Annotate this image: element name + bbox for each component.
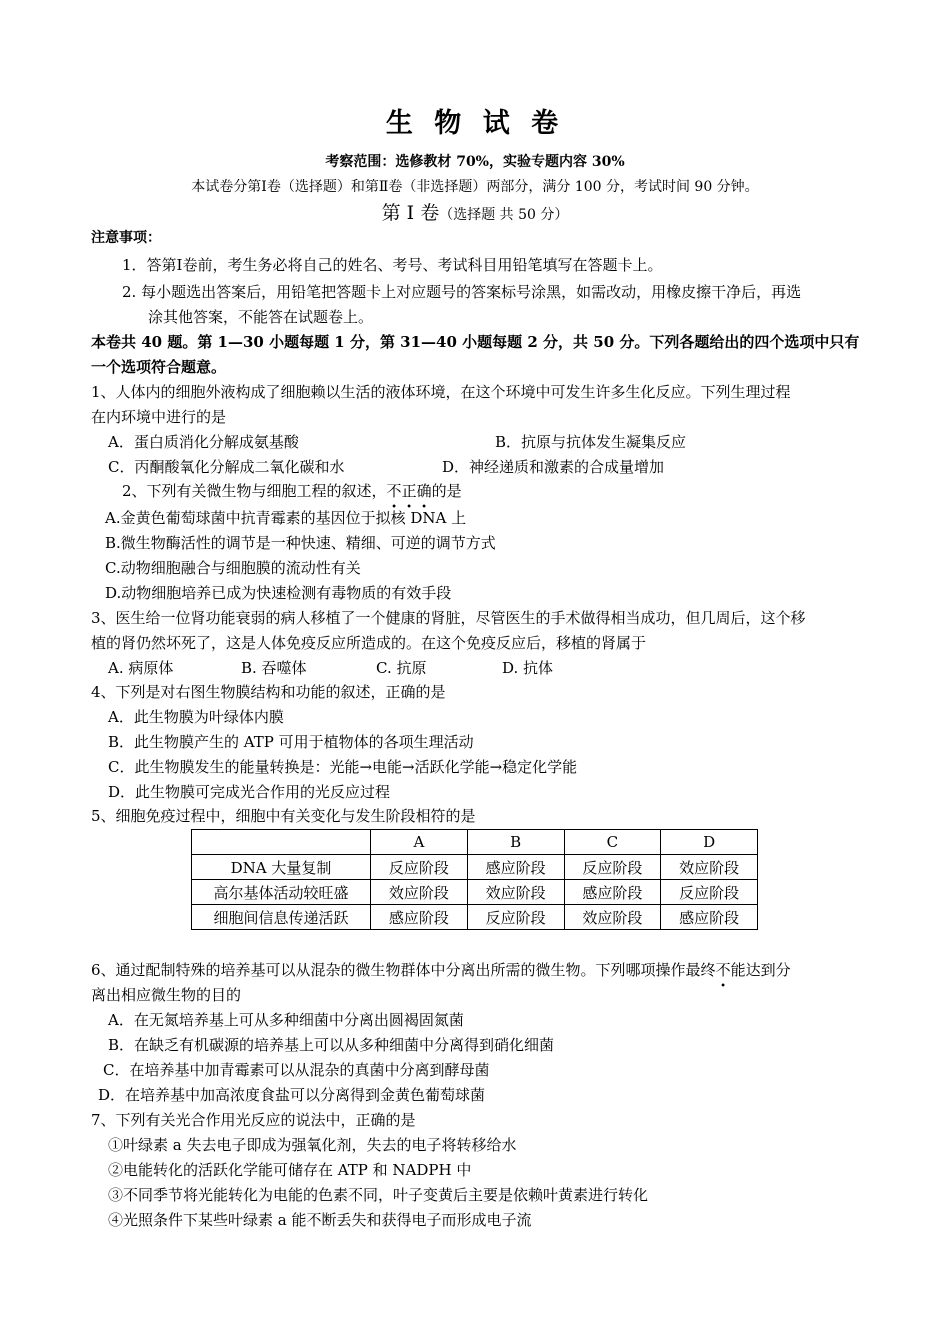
part-heading: [0, 201, 950, 227]
q1-stem-line-2: 在内环境中进行的是: [91, 408, 227, 426]
q6-option-d: D．在培养基中加高浓度食盐可以分离得到金黄色葡萄球菌: [98, 1086, 486, 1104]
q5-table-cell: 感应阶段: [564, 880, 661, 905]
q2-option-c: C.动物细胞融合与细胞膜的流动性有关: [105, 559, 361, 577]
notes-heading: 注意事项：: [91, 230, 161, 246]
q5-table-cell: 反应阶段: [467, 905, 564, 930]
q3-option-d: D. 抗体: [502, 659, 554, 677]
q3-option-c: C. 抗原: [376, 659, 427, 677]
q4-option-c: C．此生物膜发生的能量转换是：光能→电能→活跃化学能→稳定化学能: [108, 758, 578, 776]
q3-stem-line-1: 3、医生给一位肾功能衰弱的病人移植了一个健康的肾脏，尽管医生的手术做得相当成功，但几周后，这个移: [91, 609, 806, 627]
q2-emphasis-1: 不: [386, 482, 402, 500]
q2-stem: [122, 481, 462, 501]
q2-stem-post: 的是: [431, 482, 462, 500]
q5-table-cell: 反应阶段: [371, 855, 468, 880]
q5-table: [191, 829, 758, 930]
notes-item-2-line-2: 涂其他答案，不能答在试题卷上。: [148, 308, 374, 326]
q4-stem: 4、下列是对右图生物膜结构和功能的叙述，正确的是: [91, 683, 446, 701]
q1-option-d: D．神经递质和激素的合成量增加: [442, 458, 665, 476]
q7-statement-1: ①叶绿素 a 失去电子即成为强氧化剂，失去的电子将转移给水: [108, 1136, 517, 1154]
q5-table-row: [192, 880, 758, 905]
q2-emphasis-3: 确: [416, 482, 432, 500]
q1-option-c: C．丙酮酸氧化分解成二氧化碳和水: [108, 458, 345, 476]
notes-item-2-line-1: 2. 每小题选出答案后，用铅笔把答题卡上对应题号的答案标号涂黑，如需改动，用橡皮擦干净后，再选: [122, 283, 802, 301]
q4-option-d: D．此生物膜可完成光合作用的光反应过程: [108, 783, 391, 801]
q5-table-cell: 效应阶段: [467, 880, 564, 905]
q5-table-cell: 感应阶段: [661, 905, 758, 930]
q6-option-a: A．在无氮培养基上可从多种细菌中分离出圆褐固氮菌: [108, 1011, 464, 1029]
q5-table-cell: 反应阶段: [661, 880, 758, 905]
q2-option-a: A.金黄色葡萄球菌中抗青霉素的基因位于拟核 DNA 上: [105, 509, 467, 527]
q2-emphasis-2: 正: [401, 482, 417, 500]
q2-option-d: D.动物细胞培养已成为快速检测有毒物质的有效手段: [105, 584, 452, 602]
q5-table-cell: 感应阶段: [467, 855, 564, 880]
q5-table-cell: 效应阶段: [564, 905, 661, 930]
q6-stem-line-2: 离出相应微生物的目的: [91, 986, 242, 1004]
q7-statement-3: ③不同季节将光能转化为电能的色素不同，叶子变黄后主要是依赖叶黄素进行转化: [108, 1186, 649, 1204]
q5-table-cell: 感应阶段: [371, 905, 468, 930]
q5-table-cell: DNA 大量复制: [192, 855, 371, 880]
q5-table-header-cell: B: [467, 830, 564, 855]
part-main: 第 Ⅰ 卷: [381, 202, 440, 224]
q5-table-cell: 高尔基体活动较旺盛: [192, 880, 371, 905]
q1-stem-line-1: 1、人体内的细胞外液构成了细胞赖以生活的液体环境，在这个环境中可发生许多生化反应。下列生理过程: [91, 383, 791, 401]
q6-stem-pre: 6、通过配制特殊的培养基可以从混杂的微生物群体中分离出所需的微生物。下列哪项操作最终: [91, 961, 716, 979]
q5-table-row: [192, 905, 758, 930]
q1-option-b: B．抗原与抗体发生凝集反应: [495, 433, 687, 451]
q6-stem-post: 能达到分: [730, 961, 791, 979]
q4-option-a: A．此生物膜为叶绿体内膜: [108, 708, 284, 726]
q1-option-a: A．蛋白质消化分解成氨基酸: [108, 433, 299, 451]
q3-stem-line-2: 植的肾仍然坏死了，这是人体免疫反应所造成的。在这个免疫反应后，移植的肾属于: [91, 634, 647, 652]
q4-option-b: B．此生物膜产生的 ATP 可用于植物体的各项生理活动: [108, 733, 474, 751]
q7-statement-4: ④光照条件下某些叶绿素 a 能不断丢失和获得电子而形成电子流: [108, 1211, 532, 1229]
q2-stem-pre: 2、下列有关微生物与细胞工程的叙述，: [122, 482, 387, 500]
exam-description: 本试卷分第Ⅰ卷（选择题）和第Ⅱ卷（非选择题）两部分，满分 100 分，考试时间 90 分钟。: [191, 179, 759, 195]
instructions-line-1: 本卷共 40 题。第 1—30 小题每题 1 分，第 31—40 小题每题 2 分，共 50 分。下列各题给出的四个选项中只有: [91, 333, 860, 351]
q5-table-cell: 效应阶段: [371, 880, 468, 905]
q3-option-a: A. 病原体: [108, 659, 174, 677]
q7-stem: 7、下列有关光合作用光反应的说法中，正确的是: [91, 1111, 416, 1129]
q5-table-header-cell: A: [371, 830, 468, 855]
q3-option-b: B. 吞噬体: [241, 659, 307, 677]
q5-table-cell: 反应阶段: [564, 855, 661, 880]
q2-option-b: B.微生物酶活性的调节是一种快速、精细、可逆的调节方式: [105, 534, 496, 552]
q7-statement-2: ②电能转化的活跃化学能可储存在 ATP 和 NADPH 中: [108, 1161, 472, 1179]
exam-scope: 考察范围：选修教材 70%，实验专题内容 30%: [325, 154, 625, 170]
q5-table-header-row: [192, 830, 758, 855]
exam-title: 生 物 试 卷: [385, 108, 565, 139]
notes-item-1: 1．答第Ⅰ卷前，考生务必将自己的姓名、考号、考试科目用铅笔填写在答题卡上。: [122, 256, 663, 274]
q6-stem-line-1: [91, 960, 791, 980]
q5-table-header-cell: [192, 830, 371, 855]
q5-table-cell: 细胞间信息传递活跃: [192, 905, 371, 930]
q5-table-row: [192, 855, 758, 880]
instructions-line-2: 一个选项符合题意。: [91, 358, 227, 376]
q5-table-header-cell: C: [564, 830, 661, 855]
q5-table-header-cell: D: [661, 830, 758, 855]
part-sub: （选择题 共 50 分）: [439, 207, 569, 223]
q6-option-c: C．在培养基中加青霉素可以从混杂的真菌中分离到酵母菌: [103, 1061, 490, 1079]
q6-option-b: B．在缺乏有机碳源的培养基上可以从多种细菌中分离得到硝化细菌: [108, 1036, 555, 1054]
q6-emphasis: 不: [715, 961, 731, 979]
q5-stem: 5、细胞免疫过程中，细胞中有关变化与发生阶段相符的是: [91, 807, 476, 825]
q5-table-cell: 效应阶段: [661, 855, 758, 880]
